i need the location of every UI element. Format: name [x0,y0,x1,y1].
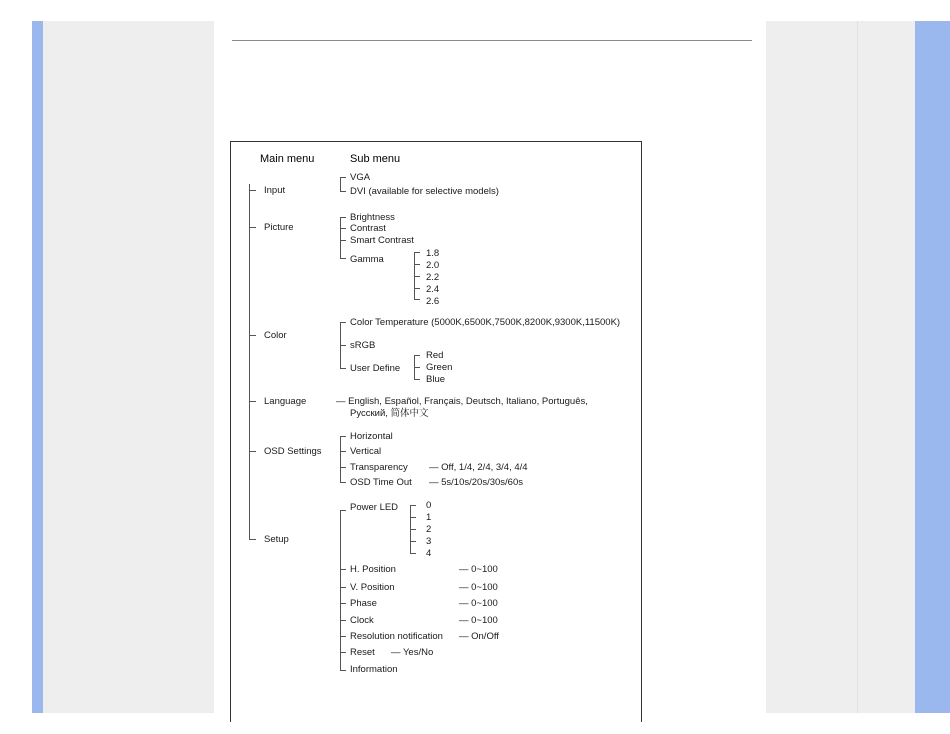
osd-horizontal: Horizontal [350,431,393,442]
bracket-led-1 [410,505,416,506]
v-position-range: — 0~100 [459,582,498,593]
osd-transparency-values: — Off, 1/4, 2/4, 3/4, 4/4 [429,462,528,473]
setup-h-position: H. Position [350,564,396,575]
bracket-led-4 [410,541,416,542]
picture-contrast: Contrast [350,223,386,234]
bracket-picture-1 [340,217,346,218]
osd-time-out: OSD Time Out [350,477,412,488]
gamma-value: 1.8 [426,248,440,259]
power-led-value: 3 [426,536,432,547]
gutter-divider [857,21,858,713]
right-accent-bar [915,21,950,713]
bracket-picture [340,217,341,258]
input-vga: VGA [350,172,371,183]
osd-menu-tree [230,141,642,722]
user-define-green: Green [426,362,453,373]
main-item-osd-settings: OSD Settings [264,446,322,457]
bracket-color-2 [340,345,346,346]
bracket-gamma-2 [414,264,420,265]
osd-transparency: Transparency [350,462,408,473]
setup-reset: Reset [350,647,375,658]
bracket-picture-3 [340,240,346,241]
input-dvi: DVI (available for selective models) [350,186,499,197]
language-options-cont: Русский, 简体中文 [350,408,429,419]
osd-vertical: Vertical [350,446,382,457]
bracket-led-5 [410,553,416,554]
gamma-value: 2.6 [426,296,440,307]
tick-osd-settings [249,451,256,452]
bracket-ud-1 [414,355,420,356]
bracket-osd-4 [340,482,346,483]
left-accent-bar [32,21,43,713]
bracket-setup-7 [340,652,346,653]
color-user-define: User Define [350,363,401,374]
osd-time-out-values: — 5s/10s/20s/30s/60s [429,477,523,488]
main-item-input: Input [264,185,286,196]
bracket-gamma-5 [414,299,420,300]
gamma-value: 2.0 [426,260,440,271]
tick-color [249,335,256,336]
power-led-value: 2 [426,524,432,535]
language-options: — English, Español, Français, Deutsch, Italiano, Português, [336,396,588,407]
gamma-value: 2.4 [426,284,440,295]
h-position-range: — 0~100 [459,564,498,575]
bracket-setup-8 [340,670,346,671]
power-led-value: 4 [426,548,432,559]
bracket-led-3 [410,529,416,530]
power-led-value: 1 [426,512,432,523]
reset-values: — Yes/No [391,647,434,658]
main-item-language: Language [264,396,307,407]
setup-resolution-notification: Resolution notification [350,631,443,642]
bracket-gamma-1 [414,252,420,253]
setup-information: Information [350,664,398,675]
bracket-osd-3 [340,467,346,468]
bracket-picture-4 [340,258,346,259]
main-menu-header: Main menu [260,153,315,165]
tick-picture [249,227,256,228]
bracket-setup-5 [340,620,346,621]
setup-phase: Phase [350,598,377,609]
color-srgb: sRGB [350,340,376,351]
bracket-setup [340,510,341,670]
bracket-osd-2 [340,451,346,452]
color-temperature: Color Temperature (5000K,6500K,7500K,8200K,9300K,11500K) [350,317,621,328]
bracket-input [340,177,341,191]
right-gutter [766,21,915,713]
bracket-input-top [340,177,346,178]
bracket-setup-2 [340,569,346,570]
picture-gamma: Gamma [350,254,384,265]
bracket-color-3 [340,368,346,369]
main-item-picture: Picture [264,222,294,233]
left-gutter [43,21,214,713]
bracket-osd-1 [340,436,346,437]
bracket-input-bottom [340,191,346,192]
setup-power-led: Power LED [350,502,399,513]
user-define-blue: Blue [426,374,446,385]
tick-setup [249,539,256,540]
bracket-gamma-3 [414,276,420,277]
main-tree-line [249,184,250,539]
bracket-gamma-4 [414,288,420,289]
setup-v-position: V. Position [350,582,395,593]
bracket-picture-2 [340,228,346,229]
sub-menu-header: Sub menu [350,153,401,165]
tick-input [249,190,256,191]
bracket-ud-2 [414,367,420,368]
picture-smart-contrast: Smart Contrast [350,235,414,246]
clock-range: — 0~100 [459,615,498,626]
bracket-color-1 [340,322,346,323]
main-item-color: Color [264,330,287,341]
bracket-setup-1 [340,510,346,511]
resolution-notification-values: — On/Off [459,631,499,642]
bracket-setup-3 [340,587,346,588]
picture-brightness: Brightness [350,212,395,223]
bracket-ud-3 [414,379,420,380]
setup-clock: Clock [350,615,374,626]
horizontal-rule [232,40,752,41]
main-item-setup: Setup [264,534,289,545]
user-define-red: Red [426,350,444,361]
gamma-value: 2.2 [426,272,440,283]
bracket-osd [340,436,341,482]
power-led-value: 0 [426,500,432,511]
bracket-setup-4 [340,603,346,604]
tick-language [249,401,256,402]
bracket-led-2 [410,517,416,518]
bracket-setup-6 [340,636,346,637]
phase-range: — 0~100 [459,598,498,609]
